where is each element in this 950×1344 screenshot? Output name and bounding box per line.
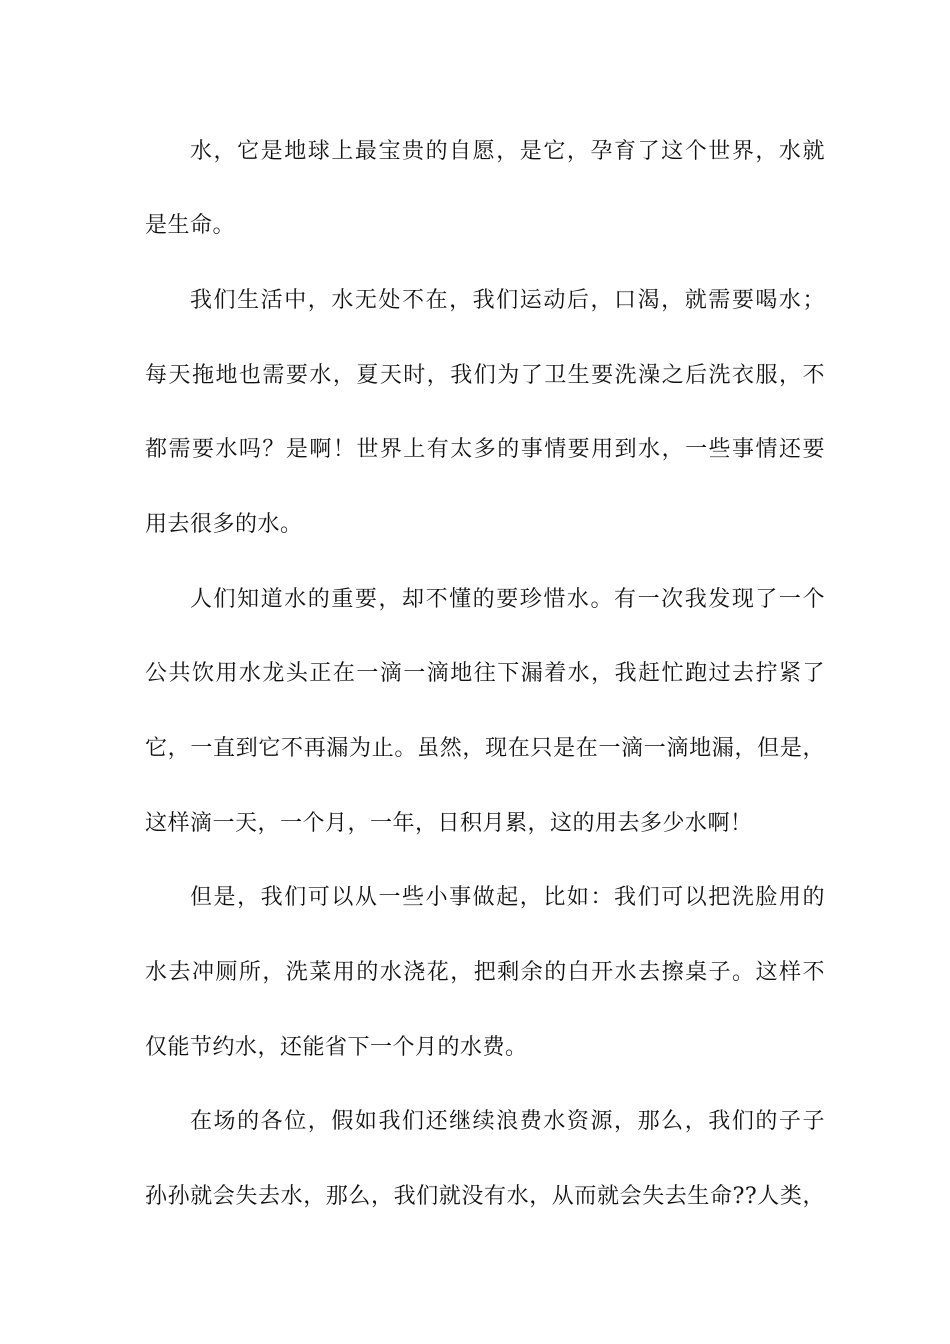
paragraph-3-line-1: 人们知道水的重要，却不懂的要珍惜水。有一次我发现了一个: [190, 587, 825, 612]
paragraph-3-line-2: 公共饮用水龙头正在一滴一滴地往下漏着水，我赶忙跑过去拧紧了: [145, 661, 825, 686]
paragraph-2-line-1: 我们生活中，水无处不在，我们运动后，口渴，就需要喝水；: [190, 288, 825, 313]
paragraph-1-line-1: 水，它是地球上最宝贵的自愿，是它，孕育了这个世界，水就: [190, 139, 825, 164]
paragraph-4-line-2: 水去冲厕所，洗菜用的水浇花，把剩余的白开水去擦桌子。这样不: [145, 960, 825, 985]
paragraph-4-line-3: 仅能节约水，还能省下一个月的水费。: [145, 1035, 528, 1060]
paragraph-1-line-2: 是生命。: [145, 213, 236, 238]
paragraph-4-line-1: 但是，我们可以从一些小事做起，比如：我们可以把洗脸用的: [190, 885, 825, 910]
paragraph-3-line-3: 它，一直到它不再漏为止。虽然，现在只是在一滴一滴地漏，但是，: [145, 736, 825, 761]
paragraph-2-line-3: 都需要水吗？是啊！世界上有太多的事情要用到水，一些事情还要: [145, 437, 825, 462]
paragraph-2-line-4: 用去很多的水。: [145, 512, 303, 537]
paragraph-3-line-4: 这样滴一天，一个月，一年，日积月累，这的用去多少水啊！: [145, 811, 753, 836]
paragraph-5-line-1: 在场的各位，假如我们还继续浪费水资源，那么，我们的子子: [190, 1109, 825, 1134]
paragraph-2-line-2: 每天拖地也需要水，夏天时，我们为了卫生要洗澡之后洗衣服，不: [145, 363, 825, 388]
paragraph-5-line-2: 孙孙就会失去水，那么，我们就没有水，从而就会失去生命??人类，: [145, 1184, 825, 1209]
